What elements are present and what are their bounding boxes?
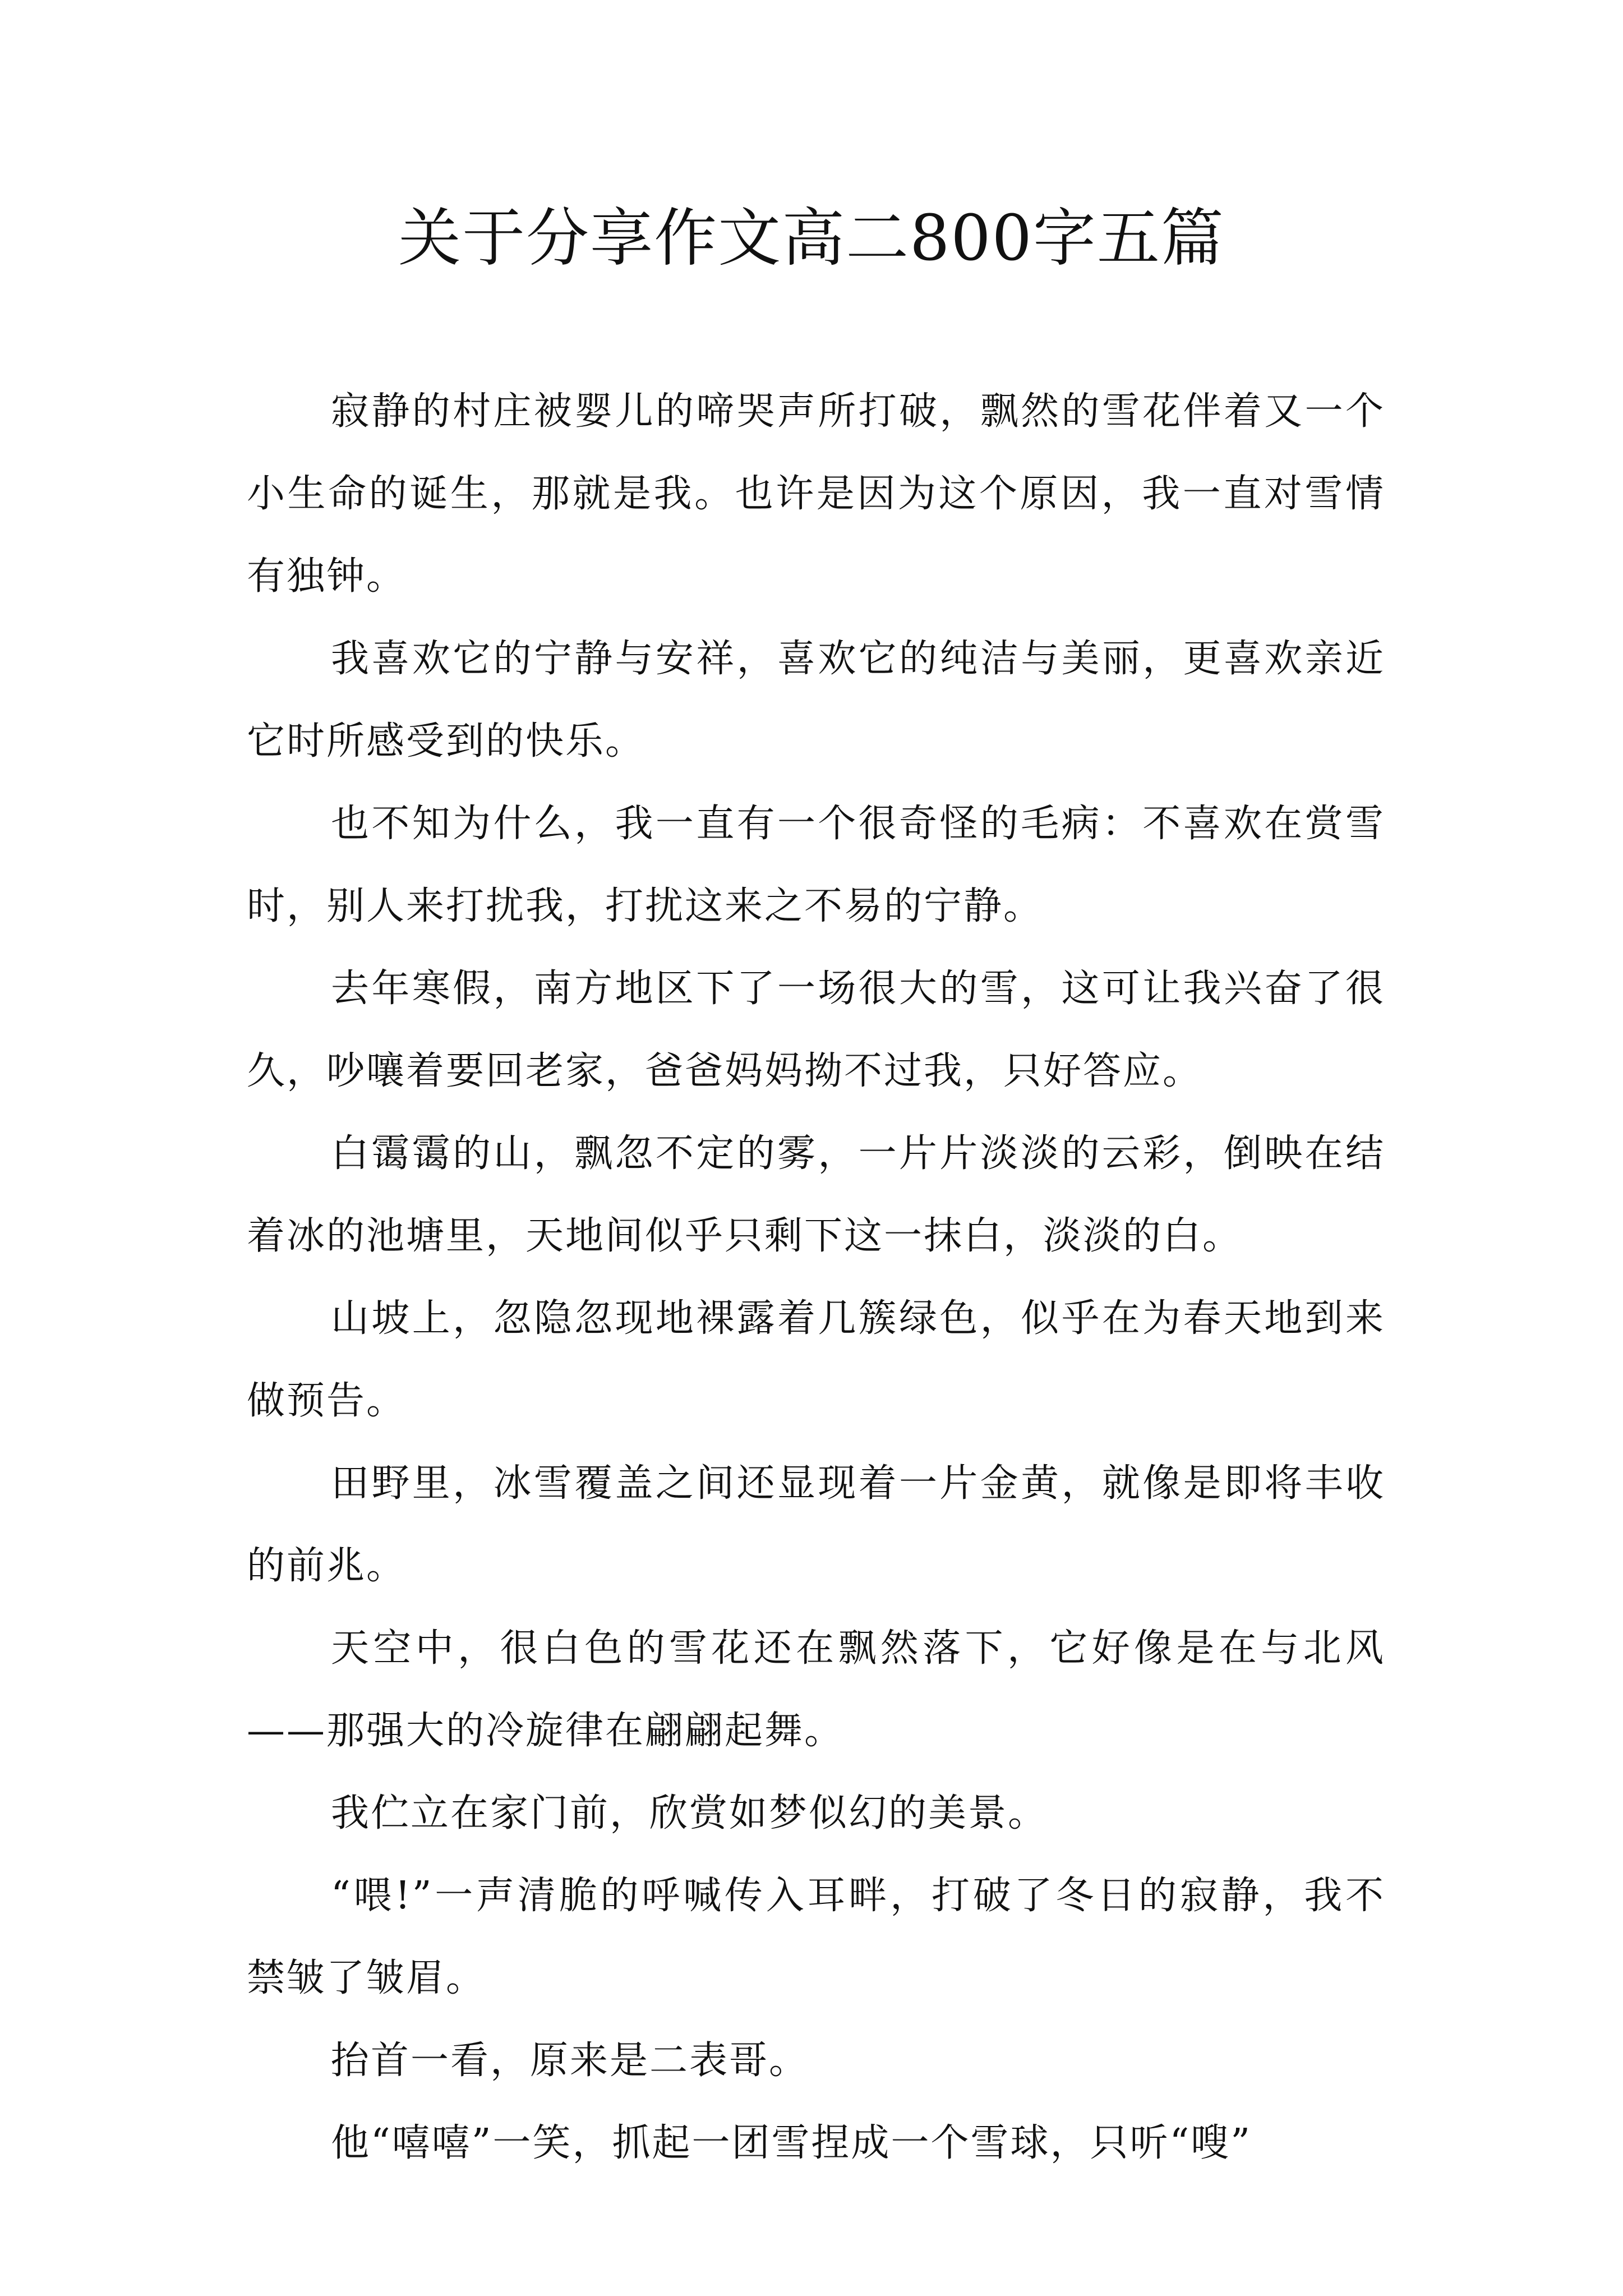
paragraph: 田野里，冰雪覆盖之间还显现着一片金黄，就像是即将丰收的前兆。 (247, 1461, 1385, 1588)
paragraph: 寂静的村庄被婴儿的啼哭声所打破，飘然的雪花伴着又一个小生命的诞生，那就是我。也许是因为这个原因，我一直对雪情有独钟。 (247, 389, 1385, 599)
paragraph: 也不知为什么，我一直有一个很奇怪的毛病：不喜欢在赏雪时，别人来打扰我，打扰这来之不易的宁静。 (247, 802, 1385, 928)
paragraph: 我伫立在家门前，欣赏如梦似幻的美景。 (331, 1791, 1048, 1835)
paragraph: 山坡上，忽隐忽现地裸露着几簇绿色，似乎在为春天地到来做预告。 (247, 1296, 1385, 1423)
paragraph: 白霭霭的山，飘忽不定的雾，一片片淡淡的云彩，倒映在结着冰的池塘里，天地间似乎只剩下这一抹白，淡淡的白。 (247, 1131, 1385, 1258)
document-title: 关于分享作文高二800字五篇 (398, 202, 1225, 275)
paragraph: “喂!”一声清脆的呼喊传入耳畔，打破了冬日的寂静，我不禁皱了皱眉。 (247, 1874, 1385, 2000)
paragraph: 抬首一看，原来是二表哥。 (331, 2039, 809, 2083)
paragraph: 天空中，很白色的雪花还在飘然落下，它好像是在与北风——那强大的冷旋律在翩翩起舞。 (247, 1626, 1385, 1753)
paragraph: 去年寒假，南方地区下了一场很大的雪，这可让我兴奋了很久，吵嚷着要回老家，爸爸妈妈拗不过我，只好答应。 (247, 967, 1385, 1093)
paragraph: 他“嘻嘻”一笑，抓起一团雪捏成一个雪球，只听“嗖” (331, 2121, 1252, 2165)
paragraph: 我喜欢它的宁静与安祥，喜欢它的纯洁与美丽，更喜欢亲近它时所感受到的快乐。 (247, 637, 1385, 763)
document-body (247, 370, 1385, 2184)
